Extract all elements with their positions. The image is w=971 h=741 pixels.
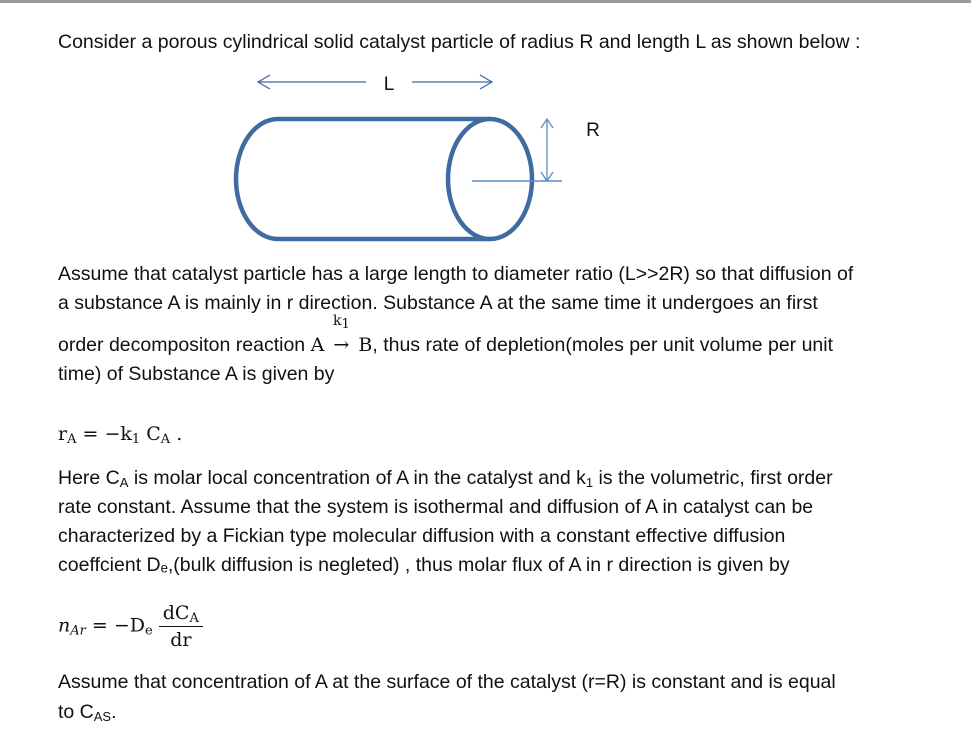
cylinder-body <box>236 119 490 239</box>
derivative-fraction: $\frac{dC_A}{dr}$ <box>159 600 203 653</box>
reactant-a: A <box>310 334 325 356</box>
product-b: B <box>358 334 373 356</box>
paragraph-3-line-4: coeffcient Dₑ,(bulk diffusion is negleted) , thus molar flux of A in r direction is given by <box>58 554 790 576</box>
flux-equation: $n_{Ar} = -D_e$ $\frac{dC_A}{dr}$ <box>58 600 203 653</box>
length-label: L <box>383 74 395 95</box>
paragraph-3-line-1: Here $C_A$ is molar local concentration of A in the catalyst and $k_1$ is the volumetric, first order <box>58 467 833 490</box>
text-segment: , thus rate of depletion(moles per unit volume per unit <box>372 334 834 356</box>
paragraph-3-line-3: characterized by a Fickian type molecular diffusion with a constant effective diffusion <box>58 525 786 547</box>
reaction-equation <box>310 313 373 356</box>
text-segment: order decompositon reaction <box>58 334 311 356</box>
paragraph-2-line-4: time) of Substance A is given by <box>58 363 335 385</box>
paragraph-4-line-1: Assume that concentration of A at the surface of the catalyst (r=R) is constant and is equal <box>58 671 836 693</box>
rate-constant-label: $k_1$ <box>332 313 350 332</box>
intro-text: Consider a porous cylindrical solid catalyst particle of radius R and length L as shown below : <box>58 31 861 53</box>
paragraph-4-line-2: to $C_{AS}$. <box>58 701 117 724</box>
paragraph-2-line-3 <box>58 313 834 360</box>
radius-arrow <box>541 119 553 181</box>
cylinder-end-face <box>448 119 532 239</box>
paragraph-2-line-2: a substance A is mainly in r direction. Substance A at the same time it undergoes an first <box>58 292 818 314</box>
paragraph-3-line-2: rate constant. Assume that the system is isothermal and diffusion of A in catalyst can be <box>58 496 814 518</box>
length-arrow-right <box>412 75 492 89</box>
rate-equation: $r_A = -k_1$ $C_A$ . <box>58 423 183 447</box>
paragraph-2-line-1: Assume that catalyst particle has a large length to diameter ratio (L>>2R) so that diffusion of <box>58 263 854 285</box>
length-arrow-left <box>258 75 366 89</box>
radius-label: R <box>586 120 600 141</box>
reaction-arrow: $k_1$ → <box>330 331 352 360</box>
